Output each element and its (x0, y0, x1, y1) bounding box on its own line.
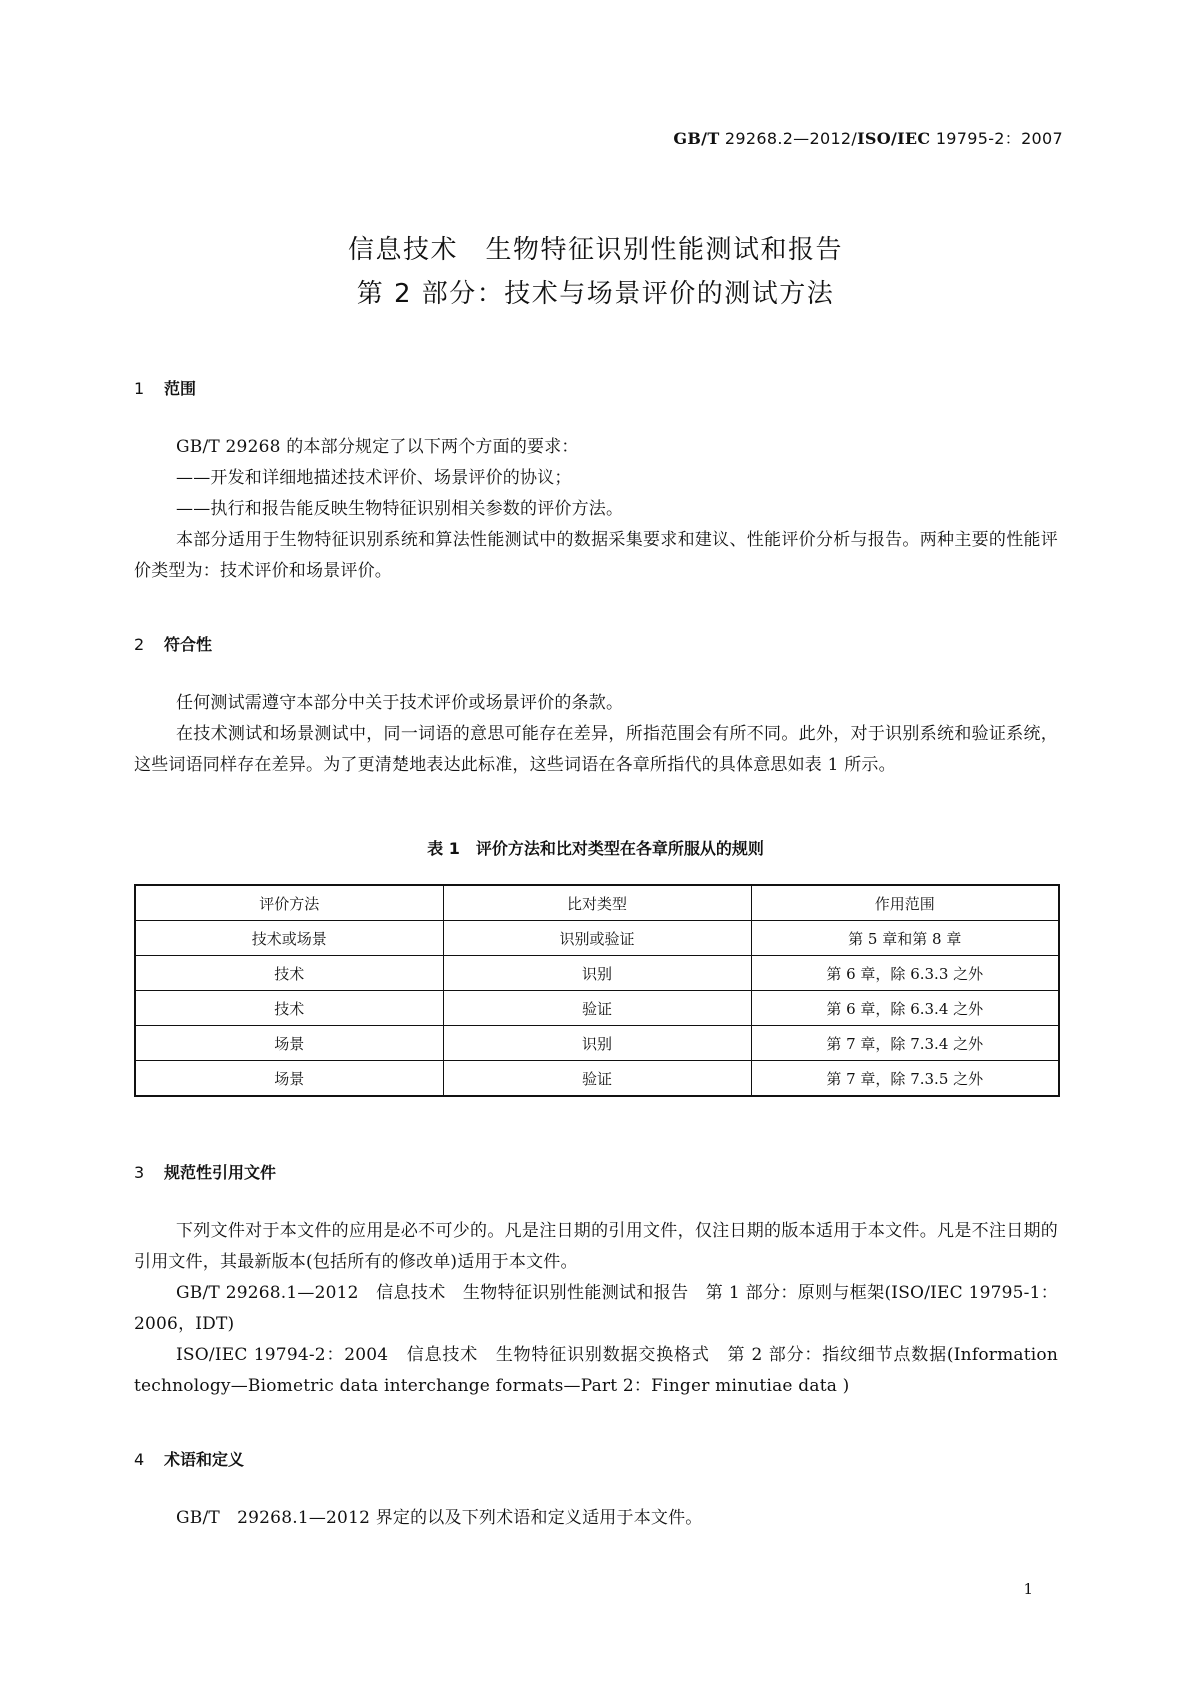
table-header-cell: 比对类型 (443, 885, 751, 921)
section-number: 3 (134, 1163, 145, 1182)
paragraph: 本部分适用于生物特征识别系统和算法性能测试中的数据采集要求和建议、性能评价分析与报告。两种主要的性能评价类型为：技术评价和场景评价。 (134, 530, 1058, 581)
table-cell: 第 7 章，除 7.3.5 之外 (751, 1061, 1059, 1097)
section-title: 符合性 (164, 635, 213, 654)
standard-code-iso-number: 19795-2：2007 (930, 129, 1063, 148)
section-4-heading (134, 1447, 244, 1470)
document-title-line-1: 信息技术 生物特征识别性能测试和报告 (347, 235, 843, 265)
table-cell: 技术 (135, 991, 443, 1026)
table-cell: 识别 (443, 1026, 751, 1061)
table-cell: 场景 (135, 1026, 443, 1061)
table-row (135, 921, 1059, 956)
section-number: 4 (134, 1450, 145, 1469)
table-cell: 识别或验证 (443, 921, 751, 956)
section-title: 规范性引用文件 (164, 1163, 277, 1182)
section-title: 范围 (164, 379, 197, 398)
table-cell: 第 6 章，除 6.3.4 之外 (751, 991, 1059, 1026)
table-header-cell: 评价方法 (135, 885, 443, 921)
standard-code-number: 29268.2—2012/ (719, 129, 858, 148)
table-cell: 技术 (135, 956, 443, 991)
paragraph: 任何测试需遵守本部分中关于技术评价或场景评价的条款。 (176, 693, 624, 713)
table-row (135, 1026, 1059, 1061)
table-cell: 场景 (135, 1061, 443, 1097)
table-cell: 第 6 章，除 6.3.3 之外 (751, 956, 1059, 991)
section-2-heading (134, 632, 212, 655)
table-row (135, 991, 1059, 1026)
paragraph: 在技术测试和场景测试中，同一词语的意思可能存在差异，所指范围会有所不同。此外，对于识别系统和验证系统，这些词语同样存在差异。为了更清楚地表达此标准，这些词语在各章所指代的具体意思如表 1 所示。 (134, 724, 1058, 775)
table-header-cell: 作用范围 (751, 885, 1059, 921)
reference-entry: ISO/IEC 19794-2：2004 信息技术 生物特征识别数据交换格式 第 2 部分：指纹细节点数据(Information technology—Biometric data interchange formats—Part 2：Finger minutiae data ) (134, 1345, 1058, 1396)
table-caption: 表 1 评价方法和比对类型在各章所服从的规则 (427, 839, 764, 858)
table-row (135, 1061, 1059, 1097)
table-cell: 验证 (443, 991, 751, 1026)
table-cell: 识别 (443, 956, 751, 991)
reference-entry: GB/T 29268.1—2012 信息技术 生物特征识别性能测试和报告 第 1 部分：原则与框架(ISO/IEC 19795-1：2006，IDT) (134, 1283, 1058, 1334)
standard-code-iso: ISO/IEC (857, 129, 931, 148)
paragraph: 下列文件对于本文件的应用是必不可少的。凡是注日期的引用文件，仅注日期的版本适用于本文件。凡是不注日期的引用文件，其最新版本(包括所有的修改单)适用于本文件。 (134, 1221, 1058, 1272)
document-title-line-2: 第 2 部分：技术与场景评价的测试方法 (356, 279, 835, 309)
section-title: 术语和定义 (164, 1450, 245, 1469)
table-cell: 验证 (443, 1061, 751, 1097)
rules-table (134, 884, 1060, 1097)
section-number: 1 (134, 379, 145, 398)
table-cell: 第 5 章和第 8 章 (751, 921, 1059, 956)
section-1-heading (134, 376, 196, 399)
paragraph: GB/T 29268.1—2012 界定的以及下列术语和定义适用于本文件。 (176, 1508, 703, 1528)
section-3-heading (134, 1160, 276, 1183)
standard-code-gb: GB/T (673, 129, 720, 148)
list-item: ——执行和报告能反映生物特征识别相关参数的评价方法。 (176, 499, 624, 519)
table-cell: 技术或场景 (135, 921, 443, 956)
section-number: 2 (134, 635, 145, 654)
page-number: 1 (1023, 1580, 1033, 1598)
list-item: ——开发和详细地描述技术评价、场景评价的协议； (176, 468, 572, 488)
table-row (135, 956, 1059, 991)
table-header-row (135, 885, 1059, 921)
paragraph: GB/T 29268 的本部分规定了以下两个方面的要求： (176, 437, 579, 457)
standard-code (673, 126, 1063, 149)
table-cell: 第 7 章，除 7.3.4 之外 (751, 1026, 1059, 1061)
